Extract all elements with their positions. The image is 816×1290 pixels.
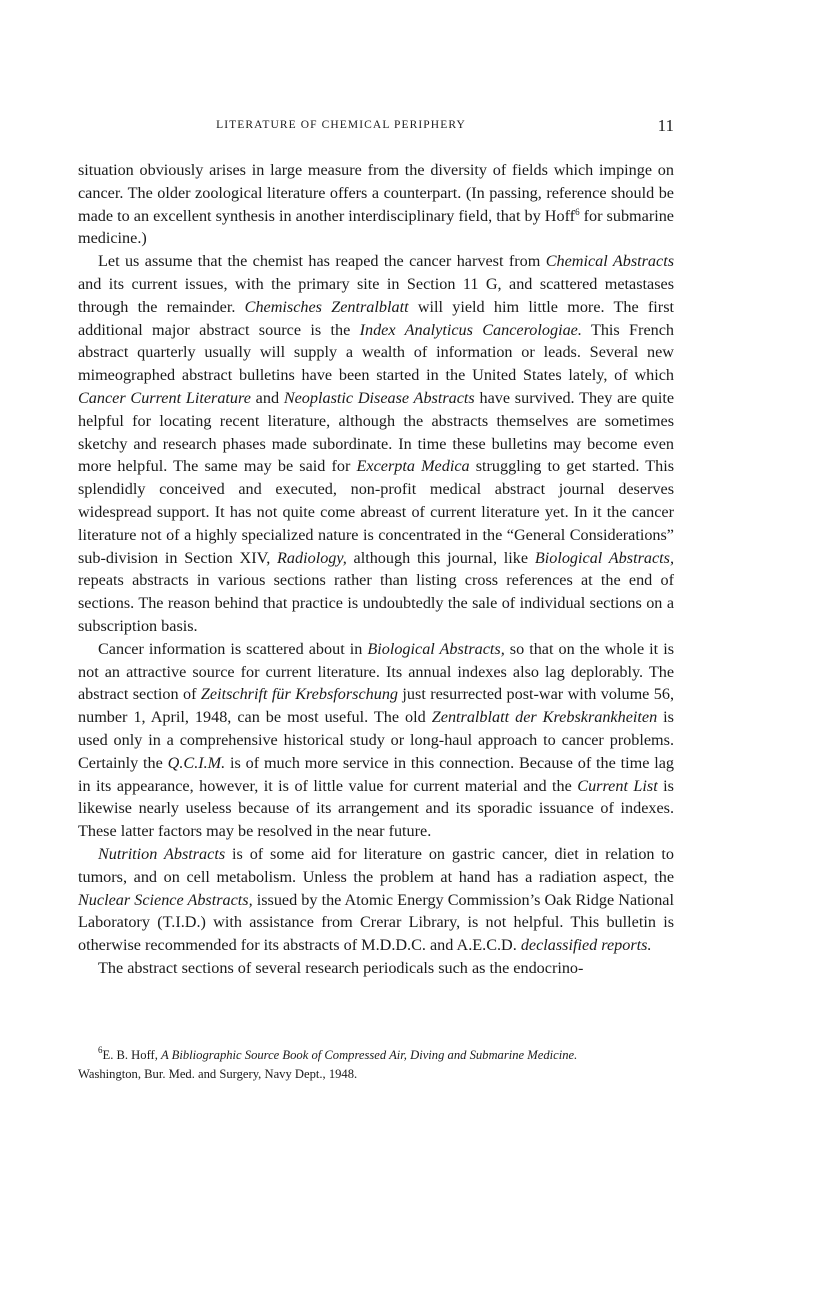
running-head: LITERATURE OF CHEMICAL PERIPHERY xyxy=(216,119,466,131)
text-run: will yield him little more. The first additional major abstract source is the xyxy=(78,297,674,339)
text-run: although this journal, like xyxy=(346,548,535,567)
italic-title: Current List xyxy=(577,776,658,795)
paragraph xyxy=(78,250,674,638)
text-run: struggling to get started. This splendidly conceived and executed, non-profit medical abstract journal deserves widespread support. It has not quite come abreast of current literature yet. In it the cancer literature not of a highly specialized nature is concentrated in the “General Considerations” sub-division in Section XIV, xyxy=(78,457,674,567)
paragraph xyxy=(78,638,674,843)
text-run: have survived. They are quite helpful for locating recent literature, although the abstracts themselves are sometimes sketchy and research phases made subordinate. In time these bulletins may become even more helpful. The same may be said for xyxy=(78,388,675,476)
text-run: issued by the Atomic Energy Commission’s Oak Ridge National Laboratory (T.I.D.) with assistance from Crerar Library, is not helpful. This bulletin is otherwise recommended for its abstracts of M.D.D.C. and A.E.C.D. xyxy=(78,890,674,955)
text-run: repeats abstracts in various sections rather than listing cross references at the end of sections. The reason behind that practice is undoubtedly the sale of individual sections on a subscription basis. xyxy=(78,571,674,635)
text-run: for submarine medicine.) xyxy=(78,206,674,248)
italic-title: Cancer Current Literature xyxy=(78,388,251,407)
italic-title: Neoplastic Disease Abstracts xyxy=(283,388,475,407)
text-run: situation obviously arises in large measure from the diversity of fields which impinge on cancer. The older zoological literature offers a counterpart. (In passing, reference should be made to an excellent synthesis in another interdisciplinary field, that by Hoff xyxy=(78,161,674,225)
italic-title: Nutrition Abstracts xyxy=(98,844,226,863)
italic-title: Nuclear Science Abstracts, xyxy=(78,890,253,909)
text-run: just resurrected post-war with volume 56, number 1, April, 1948, can be most useful. The old xyxy=(78,685,674,727)
page-header xyxy=(78,116,674,140)
footnote-marker: 6 xyxy=(98,1045,103,1055)
footnote-line: Washington, Bur. Med. and Surgery, Navy Dept., 1948. xyxy=(78,1066,358,1081)
body-text xyxy=(78,159,674,980)
text-run: The abstract sections of several research periodicals such as the endocrino- xyxy=(98,958,584,977)
paragraph xyxy=(78,957,674,980)
text-run: and its current issues, with the primary site in Section 11 G, and scattered metastases through the remainder. xyxy=(78,274,674,316)
text-run: so that on the whole it is not an attractive source for current literature. Its annual indexes also lag deplorably. The abstract section of xyxy=(78,639,674,704)
text-run: E. B. Hoff, xyxy=(102,1048,162,1062)
text-run: is likewise nearly useless because of its arrangement and its sporadic issuance of indexes. These latter factors may be resolved in the near future. xyxy=(78,776,674,841)
italic-title: Index Analyticus Cancerologiae. xyxy=(359,320,582,339)
footnote xyxy=(78,1046,674,1083)
italic-title: Zentralblatt der Krebskrankheiten xyxy=(431,708,658,727)
italic-title: declassified reports. xyxy=(520,936,652,955)
paragraph xyxy=(78,843,674,957)
italic-title: Radiology, xyxy=(277,548,347,567)
italic-title: Chemisches Zentralblatt xyxy=(244,297,409,316)
italic-title: Q.C.I.M. xyxy=(167,753,226,772)
italic-title: A Bibliographic Source Book of Compressed Air, Diving and Submarine Medicine. xyxy=(161,1048,578,1062)
italic-title: Excerpta Medica xyxy=(356,457,470,476)
page-number: 11 xyxy=(657,116,674,135)
paragraph xyxy=(78,159,674,250)
italic-title: Zeitschrift für Krebsforschung xyxy=(200,685,399,704)
footnote-line xyxy=(78,1046,674,1065)
text-run: is of some aid for literature on gastric cancer, diet in relation to tumors, and on cell metabolism. Unless the problem at hand has a radiation aspect, the xyxy=(78,844,675,886)
text-run: Let us assume that the chemist has reaped the cancer harvest from xyxy=(98,252,546,271)
italic-title: Chemical Abstracts xyxy=(545,252,674,271)
footnote-marker: 6 xyxy=(575,206,580,217)
text-run: and xyxy=(250,388,284,407)
italic-title: Biological Abstracts, xyxy=(534,548,674,567)
text-run: Cancer information is scattered about in xyxy=(98,639,368,658)
text-run: is used only in a comprehensive historical study or long-haul approach to cancer problems. Certainly the xyxy=(78,708,674,772)
italic-title: Biological Abstracts, xyxy=(367,639,505,658)
text-run: is of much more service in this connection. Because of the time lag in its appearance, however, it is of little value for current material and the xyxy=(78,753,674,795)
text-run: This French abstract quarterly usually will supply a wealth of information or leads. Several new mimeographed abstract bulletins have been started in the United States lately, of which xyxy=(78,320,674,385)
